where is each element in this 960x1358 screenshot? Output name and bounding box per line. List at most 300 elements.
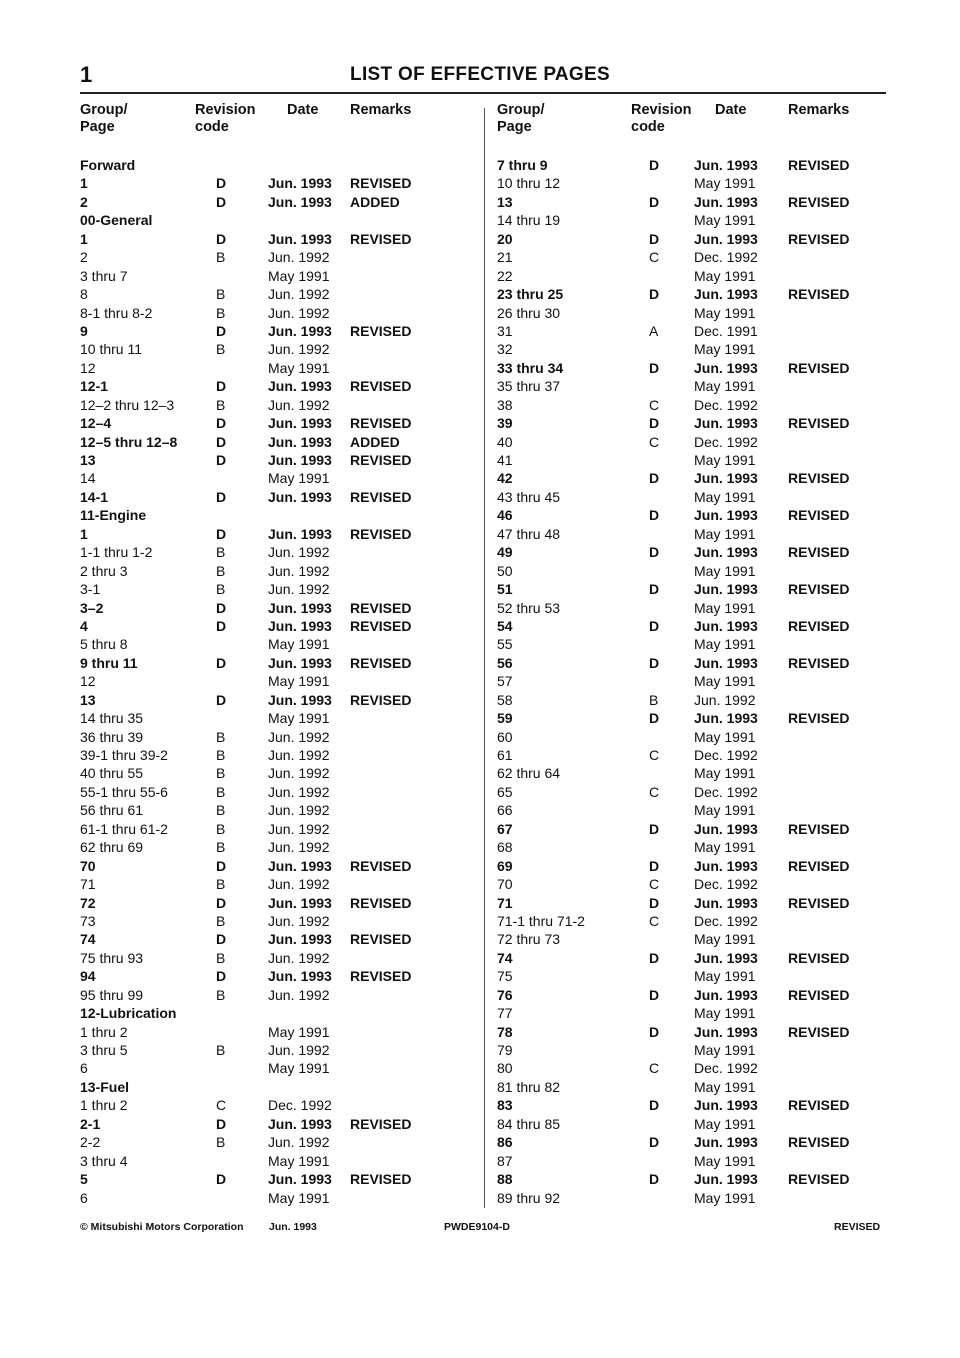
row-remarks: ADDED xyxy=(350,433,400,450)
row-page: 33 thru 34 xyxy=(497,359,564,376)
row-page: 83 xyxy=(497,1097,513,1114)
row-date: May 1991 xyxy=(694,931,756,948)
row-date: Jun. 1993 xyxy=(268,691,332,708)
row-page: 73 xyxy=(80,912,96,929)
row-date: May 1991 xyxy=(694,636,756,653)
row-revision-code: D xyxy=(649,507,660,524)
row-remarks: REVISED xyxy=(350,525,412,542)
row-page: 9 xyxy=(80,322,88,339)
row-page: 3 thru 4 xyxy=(80,1152,128,1169)
row-date: May 1991 xyxy=(694,765,756,782)
row-date: Jun. 1992 xyxy=(268,949,330,966)
row-date: May 1991 xyxy=(694,1078,756,1095)
row-remarks: REVISED xyxy=(350,322,412,339)
row-page: 87 xyxy=(497,1152,513,1169)
row-date: May 1991 xyxy=(694,562,756,579)
row-revision-code: B xyxy=(216,820,226,837)
row-date: Jun. 1993 xyxy=(268,525,332,542)
row-page: 3–2 xyxy=(80,599,104,616)
row-page: 21 xyxy=(497,249,513,266)
row-page: 12–2 thru 12–3 xyxy=(80,396,175,413)
row-revision-code: D xyxy=(649,286,660,303)
row-date: May 1991 xyxy=(268,636,330,653)
row-date: May 1991 xyxy=(694,673,756,690)
row-date: Jun. 1993 xyxy=(694,617,758,634)
row-page: 10 thru 11 xyxy=(80,341,143,358)
row-page: Forward xyxy=(80,157,136,173)
row-page: 58 xyxy=(497,691,513,708)
row-page: 14 thru 19 xyxy=(497,212,561,229)
row-page: 3 thru 5 xyxy=(80,1042,128,1058)
row-remarks: REVISED xyxy=(788,986,850,1003)
row-revision-code: D xyxy=(649,1134,660,1151)
row-revision-code: D xyxy=(216,525,227,542)
row-page: 5 xyxy=(80,1171,88,1188)
row-date: Jun. 1993 xyxy=(268,857,332,874)
row-revision-code: B xyxy=(216,581,226,598)
row-page: 32 xyxy=(497,341,513,358)
row-revision-code: C xyxy=(649,1060,660,1077)
row-date: Jun. 1993 xyxy=(268,322,332,339)
row-revision-code: B xyxy=(216,249,226,266)
row-date: May 1991 xyxy=(694,968,756,985)
row-page: 69 xyxy=(497,857,513,874)
row-remarks: REVISED xyxy=(788,894,850,911)
row-revision-code: D xyxy=(649,820,660,837)
row-page: 78 xyxy=(497,1023,513,1040)
row-date: Jun. 1992 xyxy=(694,691,756,708)
row-page: 2 xyxy=(80,193,88,210)
row-page: 3-1 xyxy=(80,581,101,598)
row-page: 2-2 xyxy=(80,1134,101,1151)
row-date: Jun. 1993 xyxy=(694,710,758,727)
row-remarks: REVISED xyxy=(350,617,412,634)
row-date: Jun. 1993 xyxy=(268,193,332,210)
row-page: 1-1 thru 1-2 xyxy=(80,544,153,561)
footer-copyright: © Mitsubishi Motors Corporation xyxy=(80,1221,244,1233)
row-date: Jun. 1992 xyxy=(268,396,330,413)
header-date: Date xyxy=(287,102,319,118)
row-date: Jun. 1993 xyxy=(268,654,332,671)
row-revision-code: D xyxy=(216,691,227,708)
row-page: 80 xyxy=(497,1060,513,1077)
row-page: 75 thru 93 xyxy=(80,949,144,966)
row-date: Jun. 1993 xyxy=(694,1023,758,1040)
row-revision-code: D xyxy=(649,230,660,247)
row-date: May 1991 xyxy=(268,267,330,284)
row-date: May 1991 xyxy=(694,175,756,192)
row-remarks: REVISED xyxy=(350,378,412,395)
row-date: Dec. 1992 xyxy=(694,783,758,800)
row-page: 12–4 xyxy=(80,415,112,432)
top-rule xyxy=(80,92,886,94)
row-remarks: REVISED xyxy=(788,507,850,524)
row-remarks: REVISED xyxy=(788,1171,850,1188)
row-date: May 1991 xyxy=(694,525,756,542)
row-page: 89 thru 92 xyxy=(497,1189,561,1206)
header-remarks: Remarks xyxy=(788,102,850,118)
row-page: 50 xyxy=(497,562,513,579)
row-date: Jun. 1992 xyxy=(268,728,330,745)
row-page: 77 xyxy=(497,1005,513,1022)
row-page: 1 xyxy=(80,230,88,247)
row-page: 2-1 xyxy=(80,1115,101,1132)
row-page: 94 xyxy=(80,968,96,985)
row-revision-code: B xyxy=(216,747,226,763)
row-date: Jun. 1992 xyxy=(268,876,330,893)
row-date: May 1991 xyxy=(268,359,330,376)
row-page: 13-Fuel xyxy=(80,1078,130,1095)
row-page: 7 thru 9 xyxy=(497,157,548,173)
row-date: May 1991 xyxy=(268,710,330,727)
row-date: May 1991 xyxy=(694,802,756,819)
row-page: 9 thru 11 xyxy=(80,654,138,671)
row-revision-code: C xyxy=(649,433,660,450)
row-date: Jun. 1993 xyxy=(268,175,332,192)
row-revision-code: B xyxy=(216,986,226,1003)
row-page: 84 thru 85 xyxy=(497,1115,561,1132)
row-revision-code: B xyxy=(216,783,226,800)
row-revision-code: D xyxy=(216,599,227,616)
row-revision-code: D xyxy=(216,452,227,468)
row-revision-code: D xyxy=(649,710,660,727)
row-page: 1 xyxy=(80,175,88,192)
row-page: 12 xyxy=(80,359,96,376)
row-revision-code: D xyxy=(649,470,660,487)
row-page: 67 xyxy=(497,820,513,837)
row-date: Jun. 1993 xyxy=(268,931,332,948)
row-remarks: REVISED xyxy=(788,820,850,837)
row-page: 35 thru 37 xyxy=(497,378,561,395)
row-revision-code: B xyxy=(216,912,226,929)
row-page: 12–5 thru 12–8 xyxy=(80,433,178,450)
row-remarks: REVISED xyxy=(788,1134,850,1151)
row-revision-code: D xyxy=(216,175,227,192)
row-date: Jun. 1992 xyxy=(268,1042,330,1058)
row-page: 36 thru 39 xyxy=(80,728,144,745)
row-date: Jun. 1993 xyxy=(268,433,332,450)
row-revision-code: B xyxy=(216,544,226,561)
row-revision-code: B xyxy=(216,396,226,413)
row-page: 40 thru 55 xyxy=(80,765,144,782)
row-date: Jun. 1993 xyxy=(694,1134,758,1151)
row-date: Jun. 1993 xyxy=(694,286,758,303)
row-date: Jun. 1992 xyxy=(268,544,330,561)
row-remarks: REVISED xyxy=(788,359,850,376)
row-revision-code: B xyxy=(216,765,226,782)
row-remarks: REVISED xyxy=(350,1115,412,1132)
row-revision-code: C xyxy=(649,249,660,266)
row-revision-code: C xyxy=(649,747,660,763)
row-page: 72 xyxy=(80,894,96,911)
row-page: 13 xyxy=(80,452,96,468)
row-date: Jun. 1993 xyxy=(694,157,758,173)
row-revision-code: B xyxy=(216,1042,226,1058)
row-page: 71-1 thru 71-2 xyxy=(497,912,585,929)
row-date: Jun. 1993 xyxy=(694,820,758,837)
row-page: 74 xyxy=(80,931,96,948)
row-date: Jun. 1992 xyxy=(268,802,330,819)
row-revision-code: D xyxy=(649,193,660,210)
row-date: Jun. 1993 xyxy=(268,452,332,468)
row-page: 60 xyxy=(497,728,513,745)
row-page: 76 xyxy=(497,986,513,1003)
row-page: 1 xyxy=(80,525,88,542)
row-remarks: REVISED xyxy=(788,949,850,966)
row-date: Jun. 1993 xyxy=(694,581,758,598)
row-page: 74 xyxy=(497,949,513,966)
row-page: 6 xyxy=(80,1189,88,1206)
row-date: Jun. 1993 xyxy=(268,230,332,247)
row-remarks: REVISED xyxy=(350,599,412,616)
row-page: 41 xyxy=(497,452,513,468)
row-date: Jun. 1993 xyxy=(694,415,758,432)
row-revision-code: D xyxy=(216,433,227,450)
row-page: 4 xyxy=(80,617,88,634)
row-page: 71 xyxy=(80,876,96,893)
row-page: 65 xyxy=(497,783,513,800)
row-revision-code: B xyxy=(649,691,659,708)
header-remarks: Remarks xyxy=(350,102,412,118)
row-date: Jun. 1993 xyxy=(694,507,758,524)
row-date: Jun. 1993 xyxy=(694,193,758,210)
row-page: 70 xyxy=(80,857,96,874)
row-page: 20 xyxy=(497,230,513,247)
row-remarks: REVISED xyxy=(788,230,850,247)
row-date: Jun. 1993 xyxy=(694,470,758,487)
row-remarks: REVISED xyxy=(350,230,412,247)
row-date: Dec. 1992 xyxy=(694,876,758,893)
row-date: May 1991 xyxy=(694,378,756,395)
row-remarks: REVISED xyxy=(350,857,412,874)
row-date: Jun. 1993 xyxy=(694,1171,758,1188)
row-revision-code: B xyxy=(216,802,226,819)
row-date: May 1991 xyxy=(694,1189,756,1206)
row-page: 2 thru 3 xyxy=(80,562,128,579)
row-page: 10 thru 12 xyxy=(497,175,561,192)
row-date: May 1991 xyxy=(268,1152,330,1169)
row-date: May 1991 xyxy=(268,1060,330,1077)
row-page: 11-Engine xyxy=(80,507,147,524)
row-date: May 1991 xyxy=(694,1115,756,1132)
row-page: 56 thru 61 xyxy=(80,802,144,819)
row-page: 14 xyxy=(80,470,96,487)
row-remarks: REVISED xyxy=(350,415,412,432)
row-date: Jun. 1992 xyxy=(268,286,330,303)
row-date: May 1991 xyxy=(694,488,756,505)
row-page: 22 xyxy=(497,267,513,284)
row-page: 00-General xyxy=(80,212,153,229)
row-page: 14 thru 35 xyxy=(80,710,144,727)
header-group-page: Group/ Page xyxy=(80,102,128,135)
row-page: 86 xyxy=(497,1134,513,1151)
row-revision-code: A xyxy=(649,322,659,339)
row-revision-code: D xyxy=(216,1171,227,1188)
row-page: 62 thru 64 xyxy=(497,765,561,782)
row-revision-code: D xyxy=(216,968,227,985)
row-remarks: REVISED xyxy=(788,1097,850,1114)
center-divider xyxy=(484,108,485,1208)
row-remarks: REVISED xyxy=(350,452,412,468)
row-page: 12-Lubrication xyxy=(80,1005,177,1022)
row-date: Jun. 1993 xyxy=(268,894,332,911)
row-revision-code: C xyxy=(216,1097,227,1114)
row-remarks: REVISED xyxy=(788,654,850,671)
row-revision-code: D xyxy=(649,359,660,376)
row-date: Jun. 1992 xyxy=(268,820,330,837)
row-page: 13 xyxy=(80,691,96,708)
row-page: 62 thru 69 xyxy=(80,839,144,856)
row-date: Jun. 1993 xyxy=(694,359,758,376)
row-revision-code: D xyxy=(649,415,660,432)
row-revision-code: C xyxy=(649,783,660,800)
row-page: 55 xyxy=(497,636,513,653)
row-revision-code: C xyxy=(649,876,660,893)
row-remarks: REVISED xyxy=(350,175,412,192)
row-revision-code: D xyxy=(649,581,660,598)
row-remarks: ADDED xyxy=(350,193,400,210)
row-remarks: REVISED xyxy=(788,581,850,598)
row-date: Jun. 1993 xyxy=(694,894,758,911)
row-remarks: REVISED xyxy=(350,894,412,911)
row-date: Jun. 1993 xyxy=(268,968,332,985)
row-page: 70 xyxy=(497,876,513,893)
row-date: Jun. 1993 xyxy=(268,1171,332,1188)
row-page: 61-1 thru 61-2 xyxy=(80,820,168,837)
row-revision-code: B xyxy=(216,1134,226,1151)
row-date: May 1991 xyxy=(694,1152,756,1169)
header-revision-code: Revision code xyxy=(195,102,256,135)
row-date: May 1991 xyxy=(694,452,756,468)
row-revision-code: D xyxy=(216,322,227,339)
row-page: 79 xyxy=(497,1042,513,1058)
row-revision-code: D xyxy=(649,617,660,634)
row-date: Jun. 1993 xyxy=(694,949,758,966)
row-page: 68 xyxy=(497,839,513,856)
row-remarks: REVISED xyxy=(788,857,850,874)
header-revision-code: Revision code xyxy=(631,102,692,135)
row-date: Jun. 1992 xyxy=(268,839,330,856)
row-date: Jun. 1992 xyxy=(268,765,330,782)
row-date: Jun. 1993 xyxy=(268,1115,332,1132)
row-revision-code: D xyxy=(216,894,227,911)
row-page: 8-1 thru 8-2 xyxy=(80,304,153,321)
row-page: 14-1 xyxy=(80,488,109,505)
row-remarks: REVISED xyxy=(350,488,412,505)
row-page: 54 xyxy=(497,617,513,634)
row-revision-code: B xyxy=(216,728,226,745)
row-date: May 1991 xyxy=(694,304,756,321)
row-date: May 1991 xyxy=(694,1042,756,1058)
row-date: May 1991 xyxy=(694,1005,756,1022)
row-revision-code: D xyxy=(216,415,227,432)
row-page: 49 xyxy=(497,544,513,561)
row-date: Jun. 1993 xyxy=(694,230,758,247)
row-page: 71 xyxy=(497,894,513,911)
row-revision-code: D xyxy=(649,894,660,911)
row-page: 66 xyxy=(497,802,513,819)
row-date: Jun. 1992 xyxy=(268,562,330,579)
row-page: 95 thru 99 xyxy=(80,986,144,1003)
row-date: May 1991 xyxy=(268,1023,330,1040)
row-remarks: REVISED xyxy=(788,193,850,210)
row-remarks: REVISED xyxy=(350,931,412,948)
row-revision-code: D xyxy=(649,1097,660,1114)
row-page: 42 xyxy=(497,470,513,487)
row-date: Dec. 1992 xyxy=(694,433,758,450)
row-revision-code: D xyxy=(216,857,227,874)
row-date: Jun. 1993 xyxy=(694,857,758,874)
row-page: 81 thru 82 xyxy=(497,1078,561,1095)
row-page: 75 xyxy=(497,968,513,985)
row-revision-code: B xyxy=(216,304,226,321)
row-page: 57 xyxy=(497,673,513,690)
row-revision-code: B xyxy=(216,562,226,579)
row-date: Jun. 1992 xyxy=(268,341,330,358)
row-page: 38 xyxy=(497,396,513,413)
footer-doc-code: PWDE9104-D xyxy=(444,1221,510,1233)
row-revision-code: D xyxy=(216,1115,227,1132)
row-date: May 1991 xyxy=(268,673,330,690)
row-page: 43 thru 45 xyxy=(497,488,561,505)
row-date: Jun. 1993 xyxy=(268,378,332,395)
page-title: LIST OF EFFECTIVE PAGES xyxy=(350,64,610,85)
row-date: Dec. 1992 xyxy=(694,396,758,413)
row-date: May 1991 xyxy=(268,1189,330,1206)
row-page: 52 thru 53 xyxy=(497,599,561,616)
row-revision-code: D xyxy=(216,230,227,247)
row-date: Jun. 1992 xyxy=(268,783,330,800)
row-date: Jun. 1993 xyxy=(268,617,332,634)
row-revision-code: B xyxy=(216,341,226,358)
row-page: 31 xyxy=(497,322,513,339)
row-revision-code: B xyxy=(216,839,226,856)
row-remarks: REVISED xyxy=(788,710,850,727)
row-date: May 1991 xyxy=(694,341,756,358)
row-date: May 1991 xyxy=(694,728,756,745)
row-page: 5 thru 8 xyxy=(80,636,128,653)
row-date: Jun. 1992 xyxy=(268,249,330,266)
row-date: Jun. 1992 xyxy=(268,747,330,763)
row-page: 46 xyxy=(497,507,513,524)
footer-date: Jun. 1993 xyxy=(269,1221,317,1233)
row-date: Jun. 1993 xyxy=(694,654,758,671)
row-revision-code: D xyxy=(216,617,227,634)
row-revision-code: D xyxy=(649,654,660,671)
row-date: Dec. 1992 xyxy=(694,747,758,763)
row-page: 1 thru 2 xyxy=(80,1023,128,1040)
row-date: Jun. 1992 xyxy=(268,986,330,1003)
row-revision-code: C xyxy=(649,396,660,413)
row-revision-code: D xyxy=(649,544,660,561)
row-page: 8 xyxy=(80,286,88,303)
row-revision-code: D xyxy=(649,1171,660,1188)
row-remarks: REVISED xyxy=(788,544,850,561)
row-date: Jun. 1993 xyxy=(694,986,758,1003)
header-date: Date xyxy=(715,102,747,118)
row-date: May 1991 xyxy=(694,839,756,856)
row-revision-code: D xyxy=(216,654,227,671)
row-remarks: REVISED xyxy=(350,654,412,671)
row-remarks: REVISED xyxy=(788,286,850,303)
row-date: Jun. 1992 xyxy=(268,912,330,929)
row-page: 56 xyxy=(497,654,513,671)
row-page: 39-1 thru 39-2 xyxy=(80,747,168,763)
page-number: 1 xyxy=(80,62,93,87)
row-date: Dec. 1991 xyxy=(694,322,758,339)
row-date: Jun. 1993 xyxy=(694,1097,758,1114)
row-remarks: REVISED xyxy=(350,968,412,985)
